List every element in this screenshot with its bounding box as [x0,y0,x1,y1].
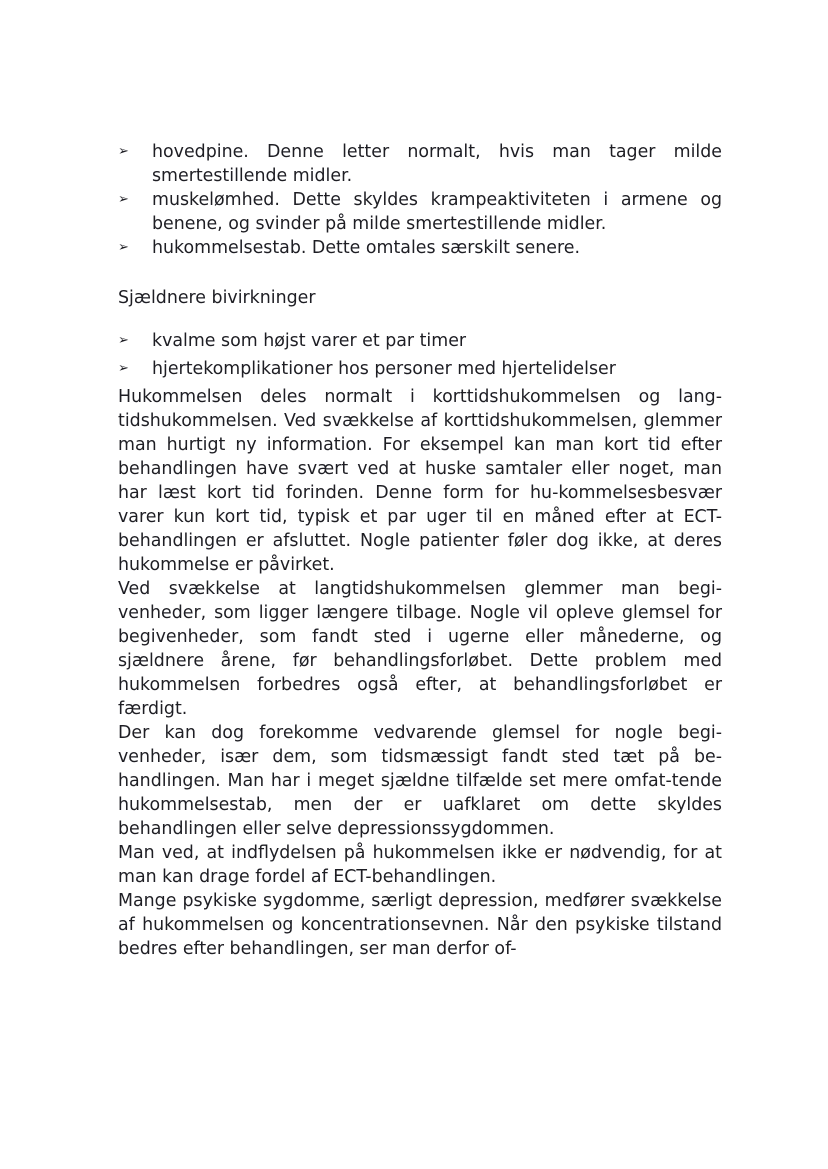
paragraph-psychiatric-illness: Mange psykiske sygdomme, særligt depression, medfører svækkelse af hukommelsen og koncentrationsevnen. Når den psykiske tilstand bedres efter behandlingen, ser man derfor of- [118,891,722,959]
paragraph-long-term-memory: Ved svækkelse at langtidshukommelsen glemmer man begi-venheder, som ligger længere tilbage. Nogle vil opleve glemsel for begivenheder, som fandt sted i ugerne eller månederne, og sjældnere årene, før behandlingsforløbet. Dette problem med hukommelsen forbedres også efter, at behandlingsforløbet er færdigt. [118,579,722,719]
list-item [118,357,722,381]
rare-side-effects-heading: Sjældnere bivirkninger [118,288,316,308]
arrow-bullet-icon: ➢ [118,333,129,348]
paragraph-persistent-forgetting: Der kan dog forekomme vedvarende glemsel for nogle begi-venheder, især dem, som tidsmæssigt fandt sted tæt på be-handlingen. Man har i meget sjældne tilfælde set mere omfat-tende hukommelsestab, men der er uafklaret om dette skyldes behandlingen eller selve depressionssygdommen. [118,723,722,839]
paragraph-memory-not-necessary: Man ved, at indflydelsen på hukommelsen ikke er nødvendig, for at man kan drage fordel af ECT-behandlingen. [118,843,722,887]
list-item [118,236,722,260]
paragraph-short-term-memory: Hukommelsen deles normalt i korttidshukommelsen og lang-tidshukommelsen. Ved svækkelse af korttidshukommelsen, glemmer man hurtigt ny information. For eksempel kan man kort tid efter behandlingen have svært ved at huske samtaler eller noget, man har læst kort tid forinden. Denne form for hu-kommelsesbesvær varer kun kort tid, typisk et par uger til en måned efter at ECT-behandlingen er afsluttet. Nogle patienter føler dog ikke, at deres hukommelse er påvirket. [118,387,722,575]
list-item-text: hukommelsestab. Dette omtales særskilt senere. [152,238,580,258]
list-item [118,188,722,236]
arrow-bullet-icon: ➢ [118,144,129,159]
rare-side-effects-list [118,329,722,381]
arrow-bullet-icon: ➢ [118,192,129,207]
list-item-text: kvalme som højst varer et par timer [152,331,467,351]
document-page [118,140,722,961]
side-effects-list [118,140,722,260]
list-item-text: hovedpine. Denne letter normalt, hvis man tager milde smertestillende midler. [152,142,722,186]
list-item [118,329,722,353]
list-item [118,140,722,188]
arrow-bullet-icon: ➢ [118,361,129,376]
arrow-bullet-icon: ➢ [118,240,129,255]
list-item-text: muskelømhed. Dette skyldes krampeaktiviteten i armene og benene, og svinder på milde smertestillende midler. [152,190,722,234]
list-item-text: hjertekomplikationer hos personer med hjertelidelser [152,359,616,379]
